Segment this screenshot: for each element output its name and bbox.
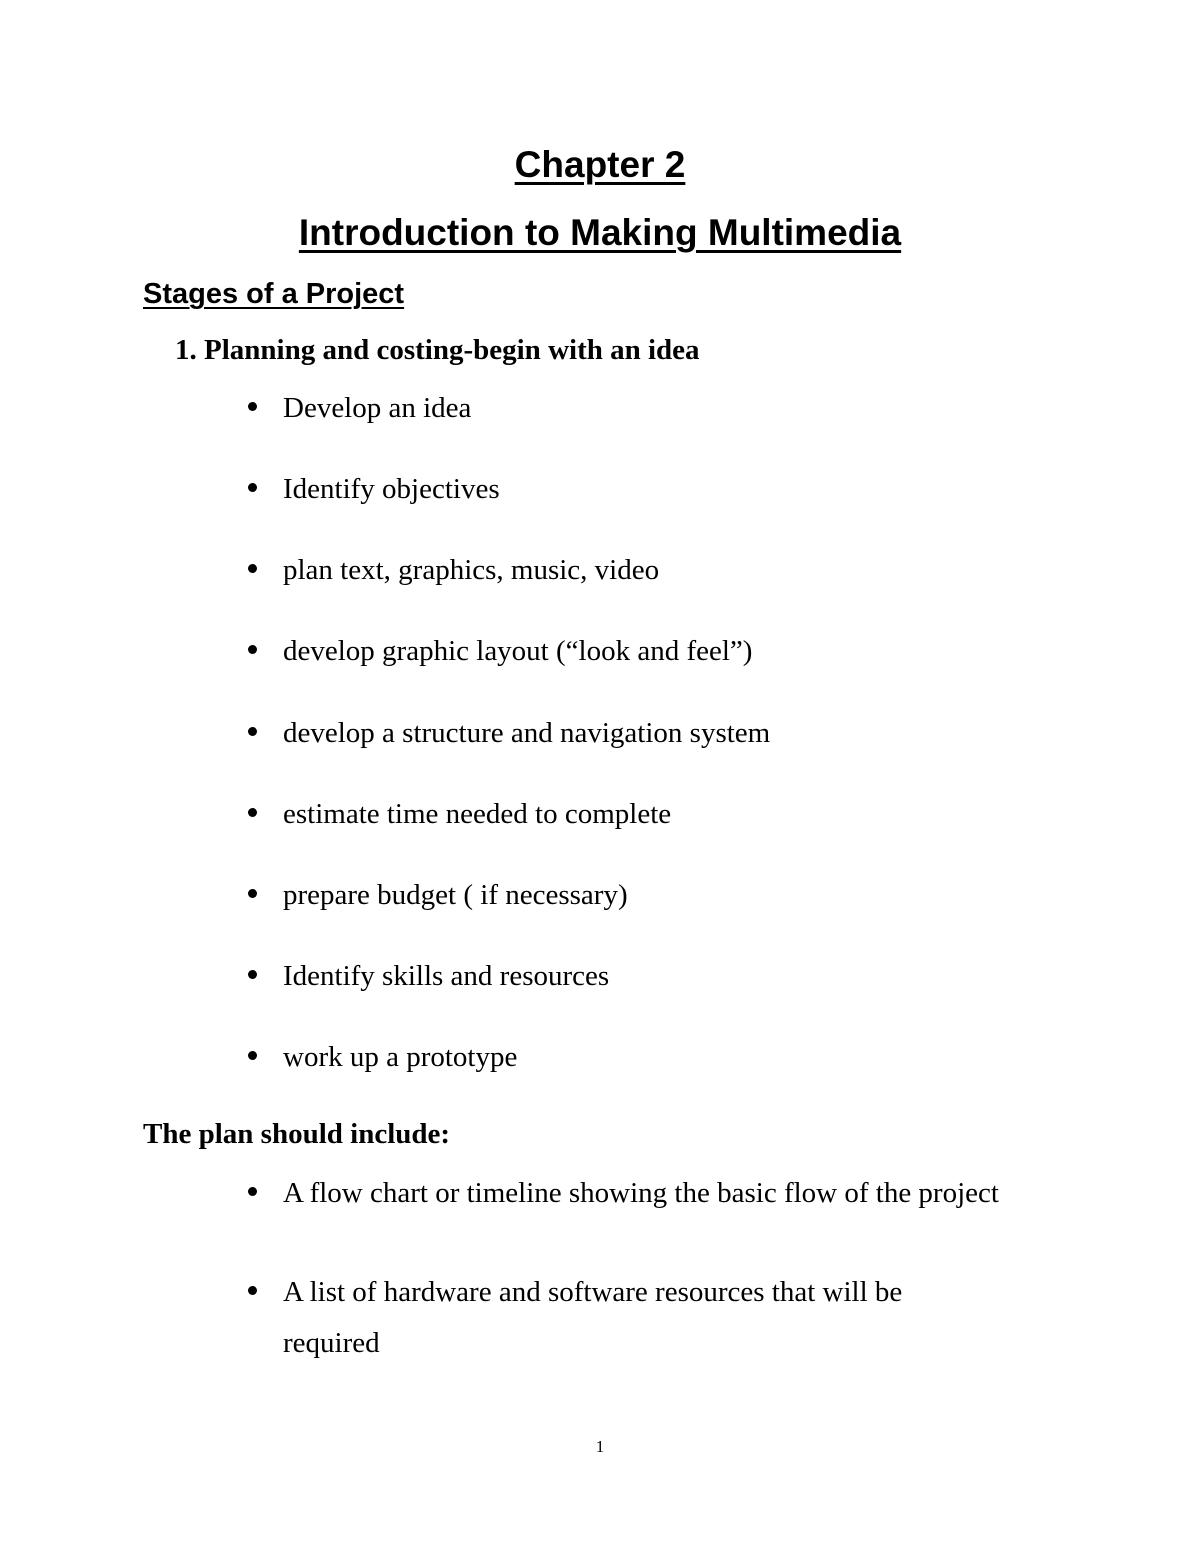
list-item: Identify objectives [248, 473, 500, 504]
bullet-icon [248, 727, 257, 736]
bullet-icon [248, 970, 257, 979]
plan-heading: The plan should include: [143, 1118, 451, 1150]
section-heading: Stages of a Project [143, 278, 405, 310]
bullet-icon [248, 1187, 257, 1196]
list-item: work up a prototype [248, 1041, 517, 1072]
bullet-icon [248, 1051, 257, 1060]
bullet-icon [248, 808, 257, 817]
list-item: Develop an idea [248, 392, 471, 423]
bullet-icon [248, 889, 257, 898]
bullet-icon [248, 483, 257, 492]
page-number: 1 [595, 1437, 605, 1456]
numbered-item-1: 1. Planning and costing-begin with an idea [175, 334, 700, 366]
list-item: A list of hardware and software resources that will be [248, 1276, 902, 1307]
list-item: estimate time needed to complete [248, 798, 671, 829]
list-item: develop graphic layout (“look and feel”) [248, 635, 752, 666]
list-item-continuation: required [283, 1327, 380, 1359]
list-item: prepare budget ( if necessary) [248, 879, 628, 910]
list-item: A flow chart or timeline showing the basic flow of the project [248, 1177, 999, 1208]
bullet-icon [248, 564, 257, 573]
chapter-title: Introduction to Making Multimedia [298, 212, 902, 253]
chapter-heading: Chapter 2 [514, 144, 686, 185]
bullet-icon [248, 402, 257, 411]
list-item: Identify skills and resources [248, 960, 609, 991]
list-item: plan text, graphics, music, video [248, 554, 659, 585]
bullet-icon [248, 1286, 257, 1295]
bullet-icon [248, 645, 257, 654]
list-item: develop a structure and navigation system [248, 717, 770, 748]
